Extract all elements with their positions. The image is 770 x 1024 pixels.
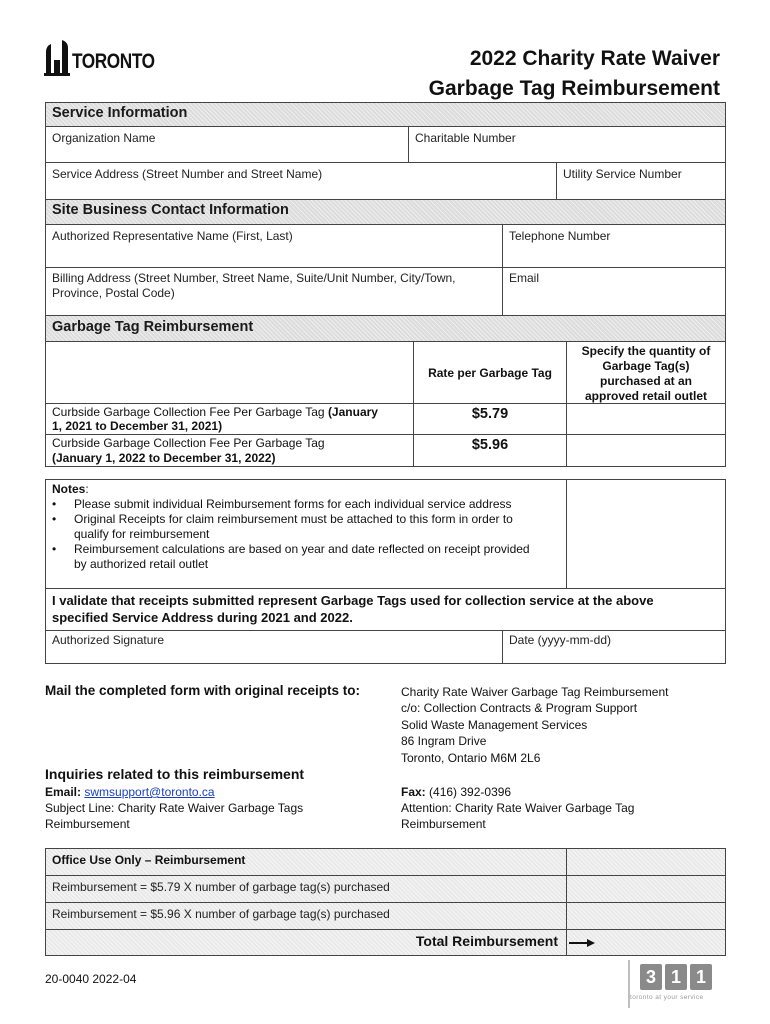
desc-date: (January 1, 2022 to December 31, 2022) bbox=[52, 451, 276, 465]
office-row-2022-value[interactable] bbox=[566, 902, 726, 930]
note-text: qualify for reimbursement bbox=[74, 527, 210, 541]
logo-311-digits bbox=[640, 964, 712, 990]
notes-side-box bbox=[566, 479, 726, 589]
office-use-header bbox=[45, 848, 567, 876]
email-label: Email: bbox=[45, 785, 82, 799]
form-title bbox=[429, 44, 720, 104]
city-logo bbox=[44, 40, 164, 78]
office-use-header-side bbox=[566, 848, 726, 876]
field-label: Date (yyyy-mm-dd) bbox=[509, 633, 612, 647]
quantity-column-header bbox=[566, 341, 726, 404]
mailing-address bbox=[401, 684, 668, 766]
fax-value: (416) 392-0396 bbox=[429, 785, 512, 799]
column-title-line: Specify the quantity of bbox=[581, 344, 711, 358]
validation-line: specified Service Address during 2021 and 2022. bbox=[52, 610, 353, 625]
attention-line: Reimbursement bbox=[401, 817, 486, 831]
total-row bbox=[45, 929, 567, 956]
total-value-field[interactable] bbox=[566, 929, 726, 956]
inquiries-email-block bbox=[45, 784, 303, 832]
logo-311 bbox=[628, 960, 728, 1010]
note-text: Reimbursement calculations are based on year and date reflected on receipt provided bbox=[74, 542, 530, 556]
rate-value: $5.79 bbox=[471, 406, 509, 422]
total-label: Total Reimbursement bbox=[415, 933, 558, 949]
bullet: • bbox=[52, 512, 57, 526]
field-label: Service Address (Street Number and Street Name) bbox=[52, 167, 323, 181]
section-title: Site Business Contact Information bbox=[52, 202, 289, 218]
section-title: Garbage Tag Reimbursement bbox=[52, 319, 254, 335]
date-field[interactable] bbox=[502, 630, 726, 664]
validation-line: I validate that receipts submitted represent Garbage Tags used for collection service at the above bbox=[52, 593, 654, 608]
field-label: Charitable Number bbox=[415, 131, 516, 145]
attention-line: Attention: Charity Rate Waiver Garbage Tag bbox=[401, 801, 635, 815]
bullet: • bbox=[52, 542, 57, 556]
notes-title: Notes: bbox=[52, 482, 89, 496]
section-header-contact bbox=[45, 199, 726, 225]
utility-number-field[interactable] bbox=[556, 162, 726, 200]
subject-line: Subject Line: Charity Rate Waiver Garbage Tags bbox=[45, 801, 304, 815]
column-title: Rate per Garbage Tag bbox=[428, 366, 552, 380]
notes-list bbox=[52, 497, 530, 572]
logo-tagline: toronto at your service bbox=[630, 994, 704, 1001]
row-description bbox=[52, 436, 325, 466]
arrow-right-icon bbox=[569, 938, 595, 948]
column-title bbox=[567, 344, 725, 404]
field-label: Organization Name bbox=[52, 131, 156, 145]
desc-date: 1, 2021 to December 31, 2021) bbox=[52, 419, 223, 433]
logo-wordmark: TORONTO bbox=[72, 50, 155, 73]
rep-name-field[interactable] bbox=[45, 224, 503, 268]
column-title-line: purchased at an bbox=[599, 374, 693, 388]
notes-box bbox=[45, 479, 567, 589]
telephone-field[interactable] bbox=[502, 224, 726, 268]
field-label: Email bbox=[509, 271, 540, 285]
address-line: Solid Waste Management Services bbox=[401, 717, 588, 732]
field-label: Authorized Representative Name (First, Last) bbox=[52, 229, 293, 243]
office-row-label: Reimbursement = $5.79 X number of garbage tag(s) purchased bbox=[52, 880, 390, 894]
field-label-line: Billing Address (Street Number, Street Name, Suite/Unit Number, City/Town, bbox=[52, 271, 456, 285]
field-label: Authorized Signature bbox=[52, 633, 165, 647]
desc-text: Curbside Garbage Collection Fee Per Garbage Tag bbox=[52, 405, 328, 419]
service-address-field[interactable] bbox=[45, 162, 557, 200]
inquiries-heading: Inquiries related to this reimbursement bbox=[45, 766, 305, 782]
title-line-2: Garbage Tag Reimbursement bbox=[428, 77, 720, 100]
section-title: Service Information bbox=[52, 105, 188, 121]
billing-address-field[interactable] bbox=[45, 267, 503, 316]
note-item bbox=[52, 512, 530, 542]
email-field[interactable] bbox=[502, 267, 726, 316]
address-line: c/o: Collection Contracts & Program Support bbox=[401, 701, 638, 716]
signature-field[interactable] bbox=[45, 630, 503, 664]
city-hall-icon bbox=[44, 40, 70, 76]
section-header-reimbursement bbox=[45, 315, 726, 342]
form-number: 20-0040 2022-04 bbox=[45, 972, 137, 986]
row-description bbox=[52, 405, 378, 433]
field-label-line: Province, Postal Code) bbox=[52, 286, 175, 300]
column-title-line: Garbage Tag(s) bbox=[602, 359, 690, 373]
field-label bbox=[52, 271, 456, 301]
mail-instructions-label: Mail the completed form with original receipts to: bbox=[45, 683, 361, 698]
address-line: Toronto, Ontario M6M 2L6 bbox=[401, 750, 541, 765]
subject-line: Reimbursement bbox=[45, 817, 130, 831]
bullet: • bbox=[52, 497, 57, 511]
fax-label: Fax: bbox=[401, 785, 426, 799]
field-label: Utility Service Number bbox=[563, 167, 682, 181]
office-row-2022 bbox=[45, 902, 567, 930]
table-header-blank bbox=[45, 341, 414, 404]
rate-row-2021-rate bbox=[413, 403, 567, 435]
charitable-number-field[interactable] bbox=[408, 126, 726, 163]
digit-tile: 1 bbox=[690, 964, 712, 990]
note-text: Please submit individual Reimbursement forms for each individual service address bbox=[74, 497, 512, 511]
column-title-line: approved retail outlet bbox=[584, 389, 708, 403]
rate-value: $5.96 bbox=[471, 437, 509, 453]
rate-column-header bbox=[413, 341, 567, 404]
rate-row-2021-desc bbox=[45, 403, 414, 435]
title-line-1: 2022 Charity Rate Waiver bbox=[469, 47, 720, 70]
address-line: Charity Rate Waiver Garbage Tag Reimbursement bbox=[401, 685, 669, 699]
quantity-input-2021[interactable] bbox=[566, 403, 726, 435]
digit-tile: 3 bbox=[640, 964, 662, 990]
org-name-field[interactable] bbox=[45, 126, 409, 163]
desc-text: Curbside Garbage Collection Fee Per Garbage Tag bbox=[52, 436, 325, 450]
office-row-2021-value[interactable] bbox=[566, 875, 726, 903]
desc-date: (January bbox=[327, 405, 378, 419]
note-text: by authorized retail outlet bbox=[74, 557, 209, 571]
digit-tile: 1 bbox=[665, 964, 687, 990]
address-line: 86 Ingram Drive bbox=[401, 734, 487, 749]
email-link[interactable]: swmsupport@toronto.ca bbox=[84, 785, 215, 799]
rate-row-2022-rate bbox=[413, 434, 567, 467]
note-item bbox=[52, 497, 530, 512]
note-text: Original Receipts for claim reimbursement must be attached to this form in order to bbox=[74, 512, 513, 526]
inquiries-fax-block bbox=[401, 784, 634, 832]
field-label: Telephone Number bbox=[509, 229, 611, 243]
validation-text bbox=[52, 592, 654, 626]
office-use-title: Office Use Only – Reimbursement bbox=[52, 853, 246, 867]
quantity-input-2022[interactable] bbox=[566, 434, 726, 467]
validation-statement bbox=[45, 588, 726, 631]
note-item bbox=[52, 542, 530, 572]
office-row-label: Reimbursement = $5.96 X number of garbage tag(s) purchased bbox=[52, 907, 390, 921]
office-row-2021 bbox=[45, 875, 567, 903]
section-header-service-info bbox=[45, 102, 726, 127]
rate-row-2022-desc bbox=[45, 434, 414, 467]
